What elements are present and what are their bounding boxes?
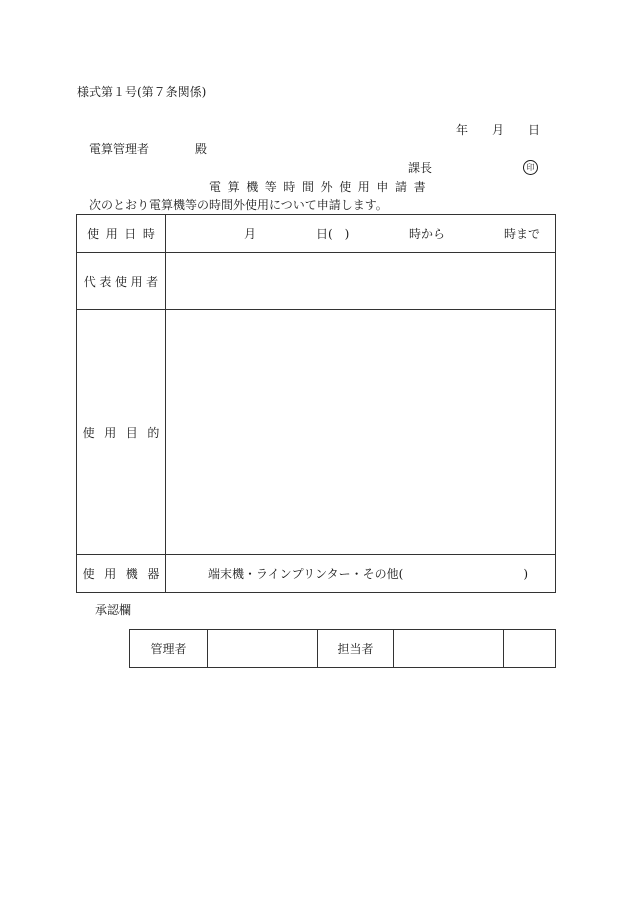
manager-approval-field[interactable] — [208, 630, 318, 668]
seal-label: 印 — [523, 160, 538, 175]
time-month-label: 月 — [244, 227, 257, 241]
extra-approval-field[interactable] — [504, 630, 556, 668]
form-number: 様式第１号(第７条関係) — [77, 85, 207, 99]
label-cell — [77, 253, 166, 310]
table-row-usage-purpose — [77, 310, 556, 555]
approval-heading: 承認欄 — [95, 603, 132, 617]
main-form-table — [76, 214, 556, 593]
row-label: 使用目的 — [82, 425, 169, 440]
addressee-honorific: 殿 — [195, 142, 208, 156]
staff-approval-field[interactable] — [394, 630, 504, 668]
seal-mark-icon — [523, 160, 538, 175]
equipment-field[interactable] — [166, 555, 556, 593]
row-label: 使用機器 — [82, 567, 169, 581]
table-row-equipment — [77, 555, 556, 593]
label-cell — [77, 555, 169, 593]
equipment-options: 端末機・ラインプリンター・その他( ) — [208, 567, 529, 581]
table-row-representative-user — [77, 253, 556, 310]
label-cell — [77, 310, 169, 555]
approval-table — [129, 629, 556, 668]
approval-label-manager: 管理者 — [130, 630, 208, 668]
approval-label-staff: 担当者 — [318, 630, 394, 668]
date-month: 月 — [492, 123, 505, 137]
usage-purpose-field[interactable] — [166, 310, 556, 555]
applicant-title: 課長 — [408, 161, 433, 175]
document-title: 電算機等時間外使用申請書 — [209, 180, 433, 194]
addressee-title: 電算管理者 — [89, 142, 150, 156]
representative-user-field[interactable] — [166, 253, 556, 310]
label-cell — [77, 215, 166, 253]
time-day-label: 日( ) — [316, 227, 350, 241]
time-from-label: 時から — [409, 227, 446, 241]
row-label: 代表使用者 — [83, 274, 162, 289]
usage-datetime-field[interactable] — [166, 215, 556, 253]
table-row-usage-datetime — [77, 215, 556, 253]
approval-row — [130, 630, 556, 668]
date-day: 日 — [528, 123, 541, 137]
date-year: 年 — [456, 123, 469, 137]
row-label: 使用日時 — [87, 227, 162, 241]
intro-text: 次のとおり電算機等の時間外使用について申請します。 — [89, 198, 388, 212]
time-until-label: 時まで — [504, 227, 541, 241]
